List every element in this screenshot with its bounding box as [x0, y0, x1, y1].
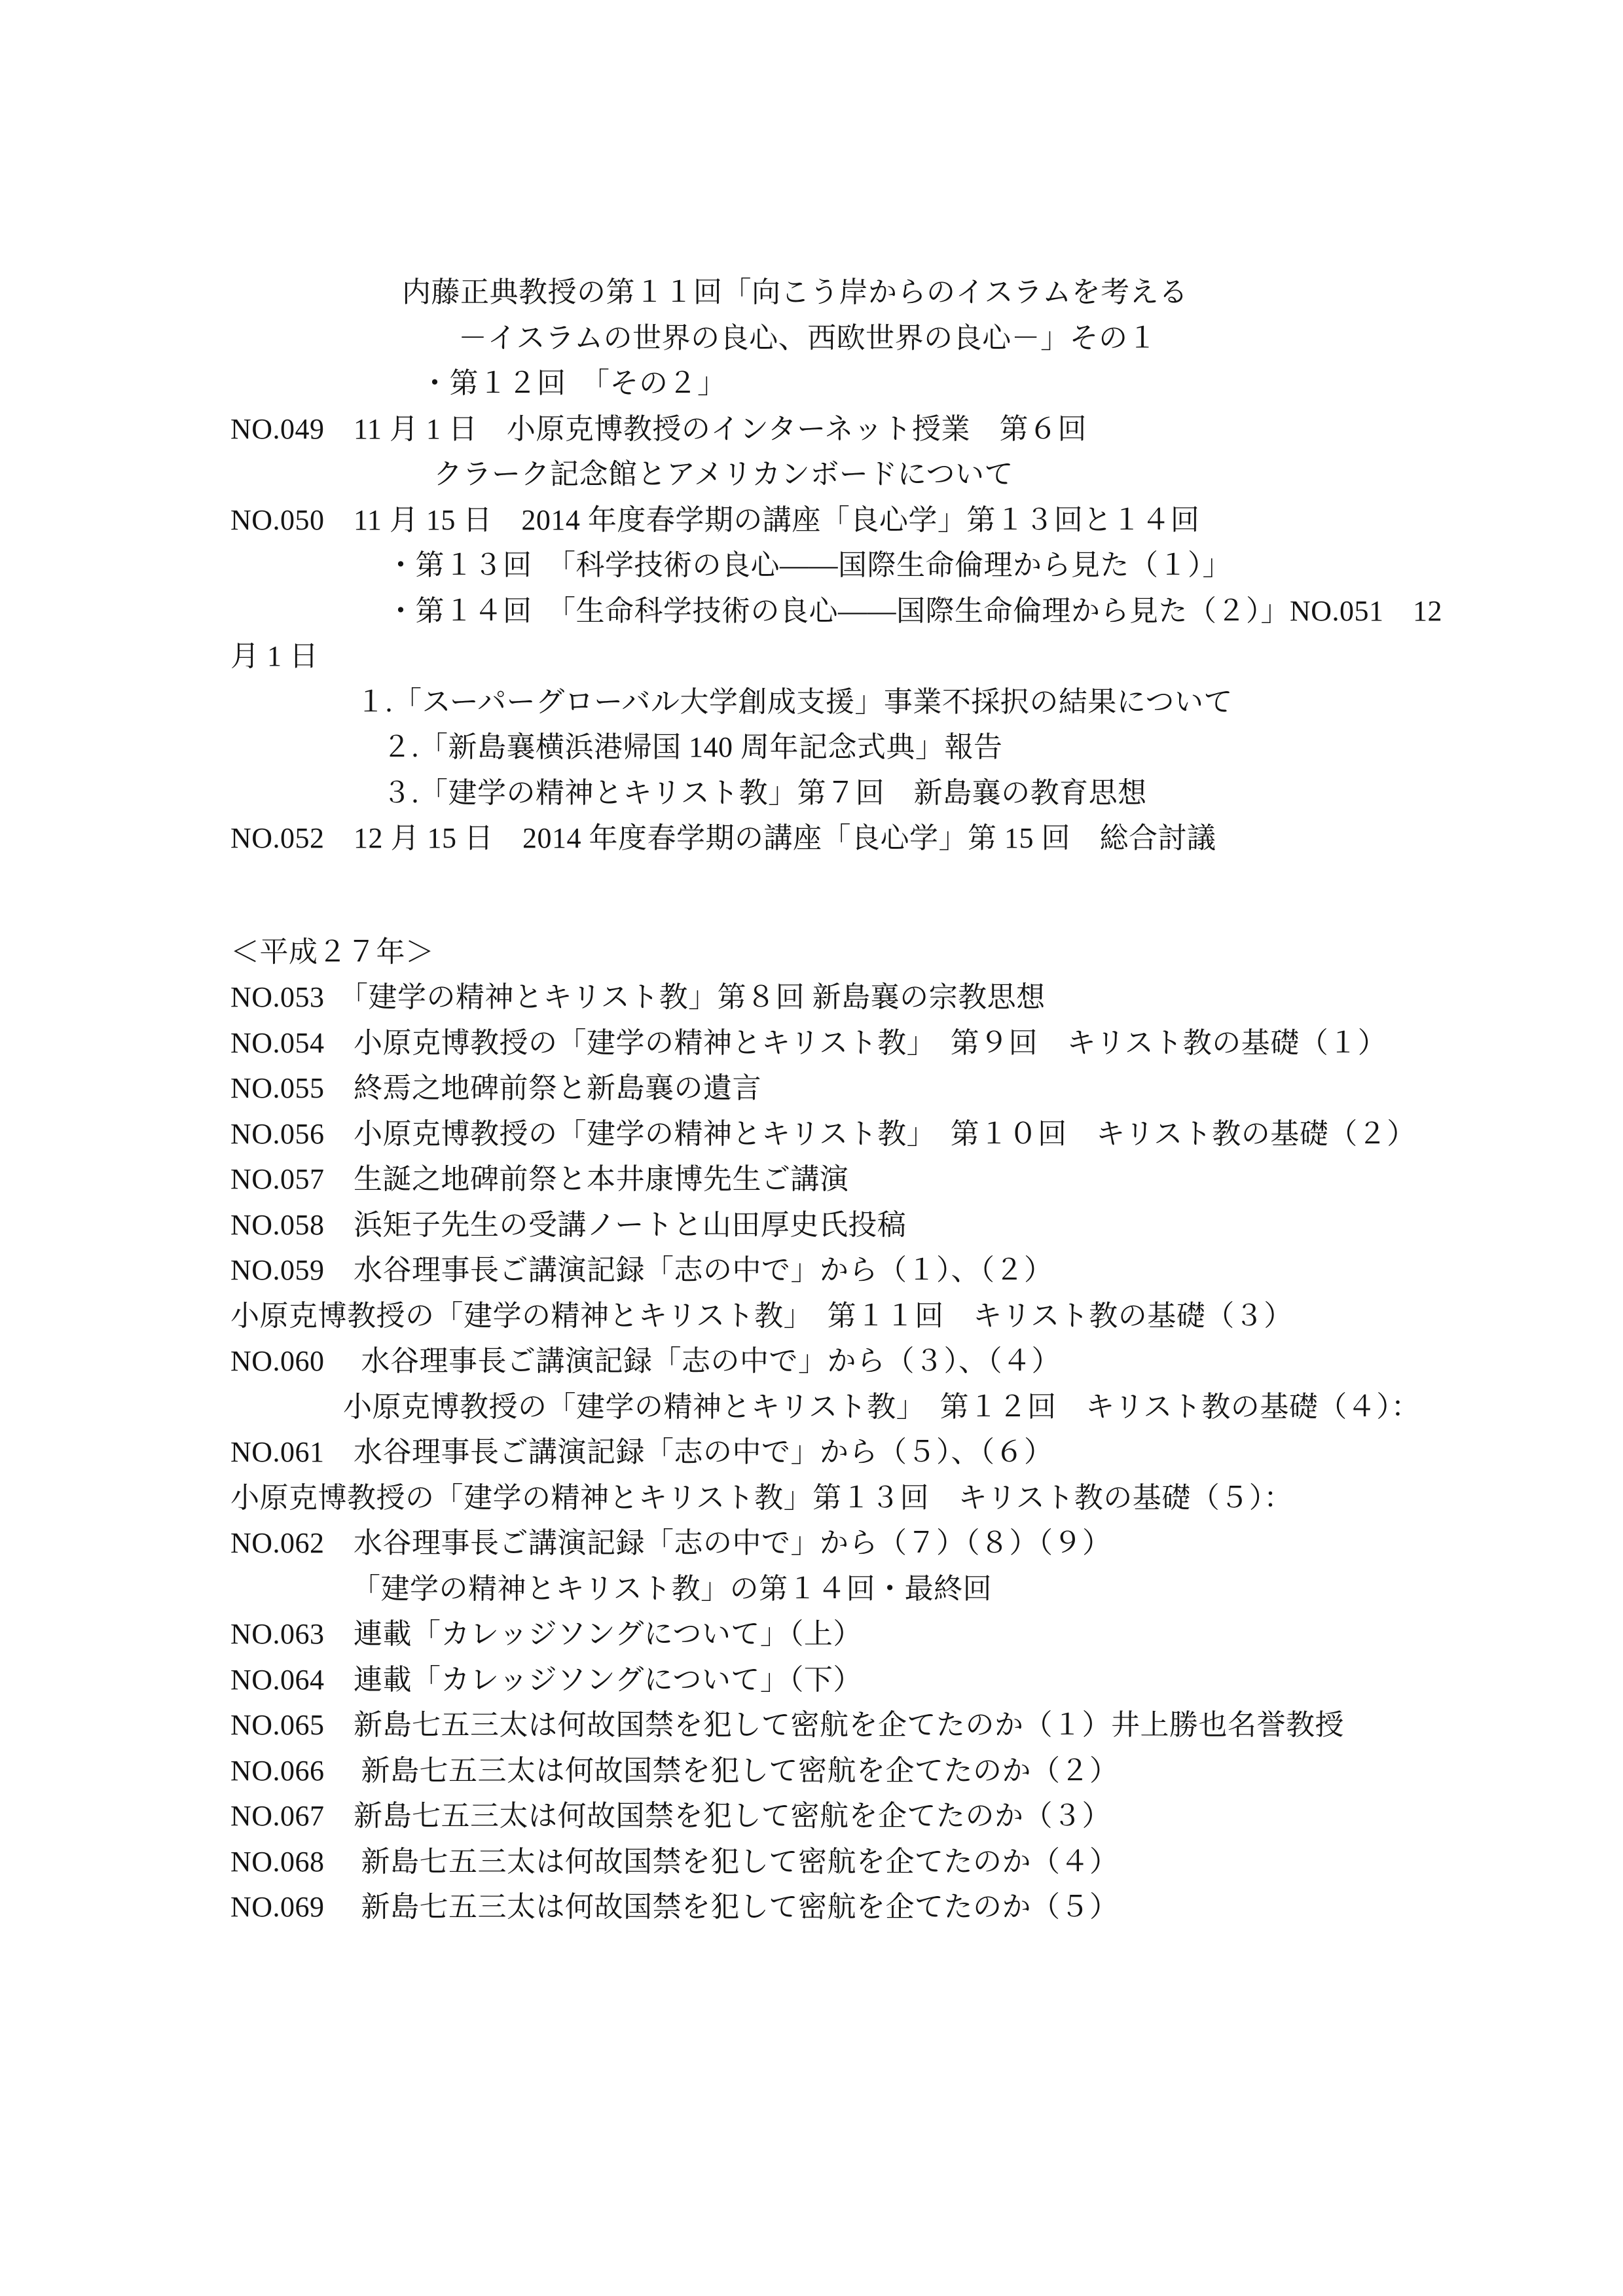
- document-line: ・第１４回 「生命科学技術の良心——国際生命倫理から見た（２）」NO.051 12: [386, 594, 1443, 627]
- document-line-entry-no-057: NO.057 生誕之地碑前祭と本井康博先生ご講演: [230, 1163, 849, 1195]
- document-line: 小原克博教授の「建学の精神とキリスト教」第１３回 キリスト教の基礎（５）：: [230, 1481, 1293, 1514]
- document-line: 小原克博教授の「建学の精神とキリスト教」 第１１回 キリスト教の基礎（３）: [230, 1299, 1293, 1332]
- document-line-entry-no-050: NO.050 11 月 15 日 2014 年度春学期の講座「良心学」第１３回と１４回: [230, 503, 1200, 536]
- section-heading-era: ＜平成２７年＞: [230, 935, 435, 968]
- document-line-entry-no-055: NO.055 終焉之地碑前祭と新島襄の遺言: [230, 1072, 762, 1104]
- document-line-entry-no-066: NO.066 新島七五三太は何故国禁を犯して密航を企てたのか（２）: [230, 1754, 1119, 1787]
- document-line-entry-no-049: NO.049 11 月 1 日 小原克博教授のインターネット授業 第６回: [230, 412, 1087, 445]
- document-line-entry-no-068: NO.068 新島七五三太は何故国禁を犯して密航を企てたのか（４）: [230, 1845, 1119, 1878]
- document-line-entry-no-065: NO.065 新島七五三太は何故国禁を犯して密航を企てたのか（１）井上勝也名誉教授: [230, 1709, 1345, 1741]
- document-line-entry-no-062: NO.062 水谷理事長ご講演記録「志の中で」から（７）（８）（９）: [230, 1527, 1112, 1559]
- document-line-entry-no-053: NO.053 「建学の精神とキリスト教」第８回 新島襄の宗教思想: [230, 981, 1046, 1013]
- document-line: 小原克博教授の「建学の精神とキリスト教」 第１２回 キリスト教の基礎（４）：: [343, 1390, 1421, 1423]
- document-line-entry-no-069: NO.069 新島七五三太は何故国禁を犯して密航を企てたのか（５）: [230, 1891, 1119, 1923]
- document-line-entry-no-058: NO.058 浜矩子先生の受講ノートと山田厚史氏投稿: [230, 1208, 907, 1241]
- document-line-entry-no-059: NO.059 水谷理事長ご講演記録「志の中で」から（１）、（２）: [230, 1254, 1053, 1286]
- document-line-entry-no-056: NO.056 小原克博教授の「建学の精神とキリスト教」 第１０回 キリスト教の基礎（２）: [230, 1117, 1416, 1150]
- document-line: クラーク記念館とアメリカンボードについて: [433, 458, 1014, 490]
- document-line: ２.「新島襄横浜港帰国 140 周年記念式典」報告: [382, 731, 1003, 763]
- document-line-entry-no-060: NO.060 水谷理事長ご講演記録「志の中で」から（３）、（４）: [230, 1345, 1061, 1377]
- document-line: 月 1 日: [230, 640, 319, 672]
- document-line: ３.「建学の精神とキリスト教」第７回 新島襄の教育思想: [382, 776, 1147, 809]
- document-body: [230, 270, 1443, 1930]
- section-spacer: [230, 861, 1435, 929]
- document-line: －イスラムの世界の良心、西欧世界の良心－」その１: [458, 321, 1158, 354]
- document-line: 「建学の精神とキリスト教」の第１４回・最終回: [352, 1572, 993, 1605]
- document-line-entry-no-052: NO.052 12 月 15 日 2014 年度春学期の講座「良心学」第 15 回 総合討議: [230, 822, 1216, 854]
- document-line-entry-no-067: NO.067 新島七五三太は何故国禁を犯して密航を企てたのか（３）: [230, 1800, 1112, 1832]
- document-line-entry-no-063: NO.063 連載「カレッジソングについて」（上）: [230, 1618, 862, 1650]
- document-line: ・第１３回 「科学技術の良心——国際生命倫理から見た（１）」: [386, 549, 1231, 581]
- document-line-entry-no-064: NO.064 連載「カレッジソングについて」（下）: [230, 1663, 862, 1696]
- document-line-entry-no-061: NO.061 水谷理事長ご講演記録「志の中で」から（５）、（６）: [230, 1436, 1053, 1468]
- document-line: １.「スーパーグローバル大学創成支援」事業不採択の結果について: [356, 685, 1233, 718]
- document-line: 内藤正典教授の第１１回「向こう岸からのイスラムを考える: [402, 276, 1188, 308]
- document-line-entry-no-054: NO.054 小原克博教授の「建学の精神とキリスト教」 第９回 キリスト教の基礎（１）: [230, 1026, 1387, 1059]
- document-line: ・第１２回 「その２」: [420, 367, 727, 399]
